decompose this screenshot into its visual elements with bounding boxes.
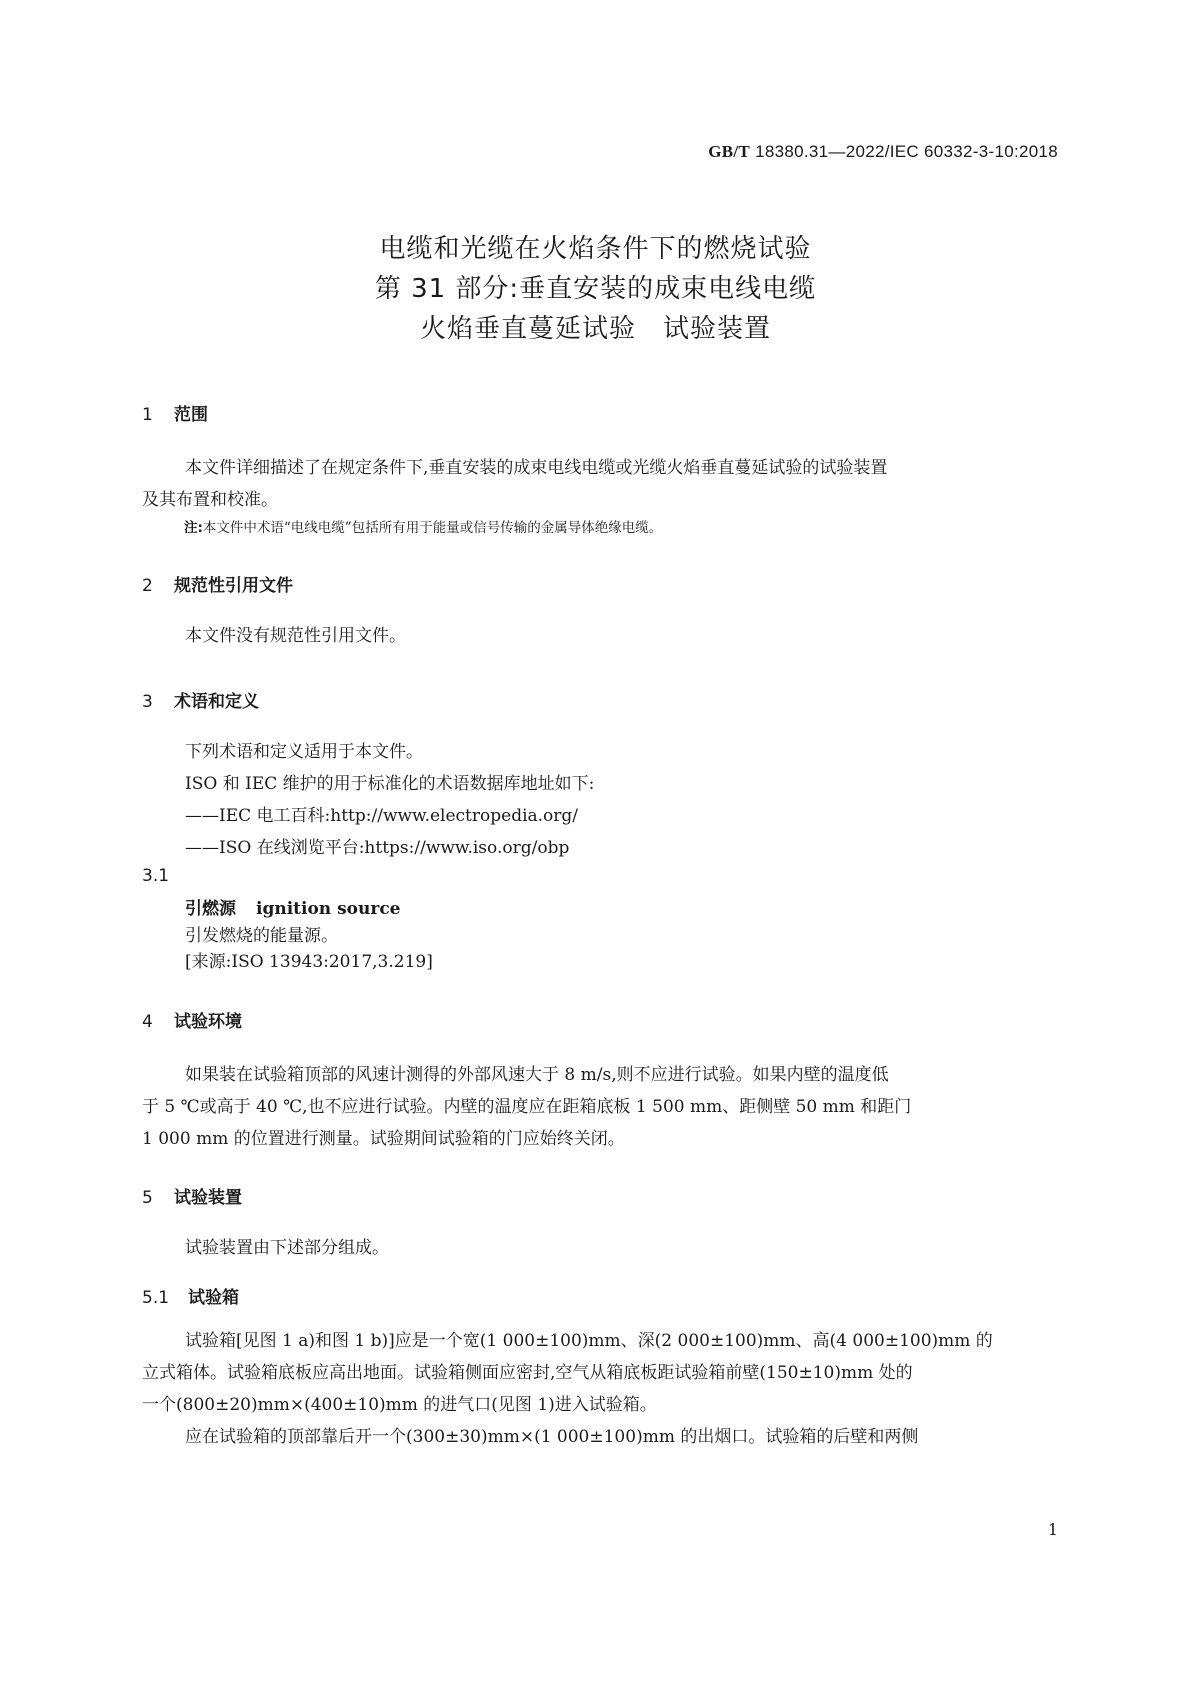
section-1-title: 范围 [174, 405, 208, 425]
section-1-p1-line-1: 本文件详细描述了在规定条件下,垂直安装的成束电线电缆或光缆火焰垂直蔓延试验的试验装置 [185, 458, 888, 478]
section-1-number: 1 [142, 405, 153, 425]
section-4-p1-line-3: 1 000 mm 的位置进行测量。试验期间试验箱的门应始终关闭。 [142, 1129, 625, 1149]
page-number: 1 [1047, 1520, 1058, 1539]
standard-number: 18380.31—2022/IEC 60332-3-10:2018 [750, 142, 1058, 161]
section-4-p1-line-1: 如果装在试验箱顶部的风速计测得的外部风速大于 8 m/s,则不应进行试验。如果内壁的温度低 [185, 1065, 889, 1085]
section-3-p2: ISO 和 IEC 维护的用于标准化的术语数据库地址如下: [185, 774, 595, 794]
section-4-title: 试验环境 [174, 1012, 242, 1032]
section-2-paragraph [142, 620, 1054, 652]
standard-code [708, 142, 1058, 162]
standard-prefix: GB/T [708, 142, 751, 161]
term-source: [来源:ISO 13943:2017,3.219] [185, 952, 433, 972]
section-1-p1-line-2: 及其布置和校准。 [142, 490, 278, 510]
section-1-heading [142, 400, 208, 425]
section-2-number: 2 [142, 576, 153, 596]
note-label: 注: [184, 520, 203, 536]
section-5-1-title: 试验箱 [188, 1288, 239, 1308]
section-3-p4: ——ISO 在线浏览平台:https://www.iso.org/obp [185, 838, 570, 858]
term-definition: 引发燃烧的能量源。 [185, 926, 338, 946]
section-4-p1-line-2: 于 5 ℃或高于 40 ℃,也不应进行试验。内壁的温度应在距箱底板 1 500 mm、距侧壁 50 mm 和距门 [142, 1097, 912, 1117]
note-text: 本文件中术语“电线电缆”包括所有用于能量或信号传输的金属导体绝缘电缆。 [202, 520, 663, 536]
term-english: ignition source [256, 899, 401, 919]
section-5-1-p1-line-1: 试验箱[见图 1 a)和图 1 b)]应是一个宽(1 000±100)mm、深(2 000±100)mm、高(4 000±100)mm 的 [185, 1331, 993, 1351]
section-5-1-p1-line-3: 一个(800±20)mm×(400±10)mm 的进气口(见图 1)进入试验箱。 [142, 1395, 657, 1415]
section-5-title: 试验装置 [174, 1188, 242, 1208]
section-5-1-heading [142, 1283, 239, 1308]
section-5-p1: 试验装置由下述部分组成。 [185, 1238, 389, 1258]
section-3-heading [142, 687, 259, 712]
section-1-note [184, 516, 662, 536]
section-4-paragraph [142, 1059, 1054, 1155]
title-line-1: 电缆和光缆在火焰条件下的燃烧试验 [379, 234, 812, 264]
section-5-1-p1-line-2: 立式箱体。试验箱底板应高出地面。试验箱侧面应密封,空气从箱底板距试验箱前壁(150±10)mm 处的 [142, 1363, 913, 1383]
title-line-3: 火焰垂直蔓延试验 试验装置 [419, 314, 771, 344]
section-3-paragraph [142, 736, 1054, 864]
term-chinese: 引燃源 [185, 899, 236, 919]
section-5-1-p2-line-1: 应在试验箱的顶部靠后开一个(300±30)mm×(1 000±100)mm 的出烟口。试验箱的后壁和两侧 [185, 1427, 919, 1447]
section-5-heading [142, 1183, 242, 1208]
section-3-1-number: 3.1 [142, 866, 170, 886]
section-5-number: 5 [142, 1188, 153, 1208]
section-3-number: 3 [142, 692, 153, 712]
section-1-paragraph [142, 452, 1054, 516]
section-2-title: 规范性引用文件 [174, 576, 293, 596]
section-4-number: 4 [142, 1012, 153, 1032]
term-entry [185, 894, 400, 919]
section-3-title: 术语和定义 [174, 692, 259, 712]
section-4-heading [142, 1007, 242, 1032]
section-2-heading [142, 571, 293, 596]
title-line-2: 第 31 部分:垂直安装的成束电线电缆 [374, 274, 817, 304]
section-5-1-paragraph [142, 1325, 1054, 1453]
section-3-p1: 下列术语和定义适用于本文件。 [185, 742, 423, 762]
section-3-p3: ——IEC 电工百科:http://www.electropedia.org/ [185, 806, 579, 826]
section-5-1-number: 5.1 [142, 1288, 170, 1308]
section-5-paragraph [142, 1232, 1054, 1264]
section-2-p1: 本文件没有规范性引用文件。 [185, 626, 406, 646]
